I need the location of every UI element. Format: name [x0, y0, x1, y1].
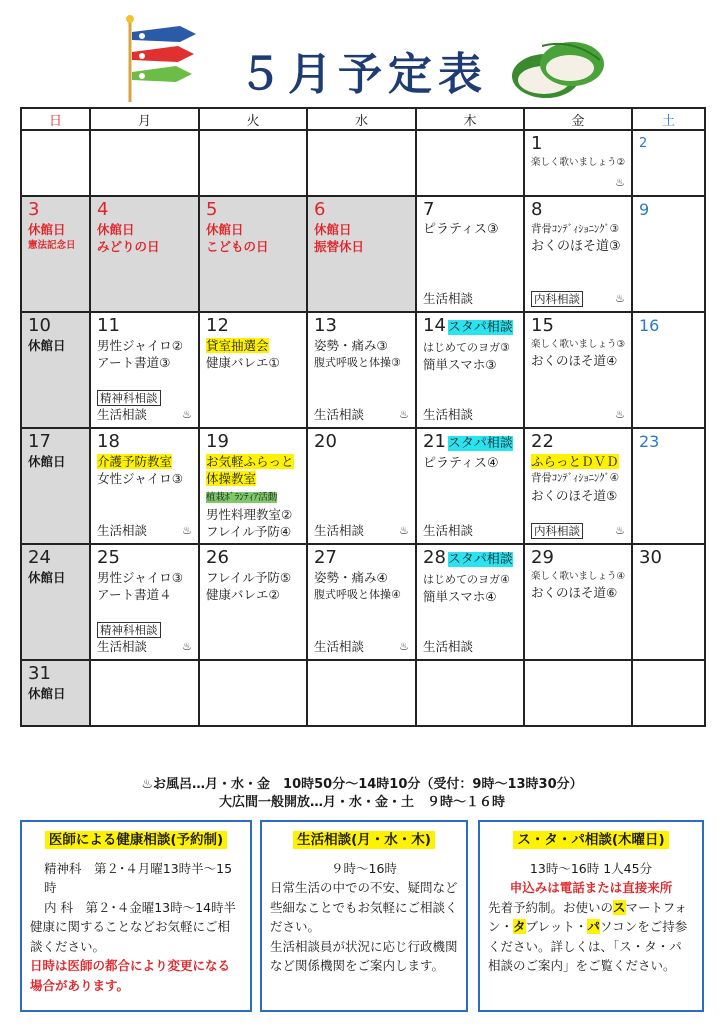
day-cell-6	[307, 196, 416, 312]
empty-cell	[199, 130, 307, 196]
week-row	[21, 544, 705, 660]
weekday-thu: 木	[416, 108, 524, 130]
week-row	[21, 312, 705, 428]
day-cell-2	[632, 130, 705, 196]
life-consult-label: 生活相談	[423, 407, 474, 422]
event: 休館日	[206, 222, 244, 237]
day-number: 6	[314, 199, 326, 220]
event: 健康バレエ②	[206, 587, 280, 602]
empty-cell	[21, 130, 90, 196]
header	[0, 0, 724, 110]
consult-block	[97, 621, 161, 655]
day-number: 27	[314, 547, 337, 568]
day-number: 30	[639, 547, 662, 568]
day-cell-16	[632, 312, 705, 428]
day-number: 9	[639, 200, 650, 219]
day-cell-21	[416, 428, 524, 544]
weekday-wed: 水	[307, 108, 416, 130]
event: 姿勢・痛み③	[314, 338, 388, 353]
day-cell-8	[524, 196, 632, 312]
day-cell-27	[307, 544, 416, 660]
day-number: 17	[28, 431, 51, 452]
day-number: 2	[639, 136, 648, 151]
event: 簡単スマホ④	[423, 589, 497, 604]
life-consult-label: 生活相談	[423, 639, 474, 654]
event: 楽しく歌いましょう②	[531, 157, 626, 168]
day-cell-25	[90, 544, 199, 660]
event: 休館日	[28, 222, 66, 237]
day-cell-22	[524, 428, 632, 544]
event: 男性ジャイロ③	[97, 570, 183, 585]
koinobori-icon	[122, 14, 202, 104]
bath-hours: ♨お風呂…月・水・金 10時50分～14時10分（受付：9時～13時30分）	[141, 777, 583, 792]
week-row	[21, 428, 705, 544]
event: みどりの日	[97, 239, 160, 254]
day-number: 11	[97, 315, 120, 336]
event: 休館日	[28, 338, 66, 353]
psych-consult-label: 精神科相談	[97, 390, 161, 406]
day-cell-9	[632, 196, 705, 312]
day-cell-14	[416, 312, 524, 428]
event: 介護予防教室	[97, 454, 173, 469]
day-number: 7	[423, 199, 435, 220]
weekday-tue: 火	[199, 108, 307, 130]
day-cell-20	[307, 428, 416, 544]
day-cell-5	[199, 196, 307, 312]
box-text: 健康に関することなどお気軽にご相談ください。	[30, 919, 231, 954]
weekday-sat: 土	[632, 108, 705, 130]
psych-consult-label: 精神科相談	[97, 622, 161, 638]
event: アート書道４	[97, 587, 172, 602]
day-number: 5	[206, 199, 218, 220]
day-cell-30	[632, 544, 705, 660]
day-number: 31	[28, 663, 51, 684]
empty-cell	[307, 130, 416, 196]
event: 振替休日	[314, 239, 365, 254]
bath-icon: ♨	[182, 640, 192, 653]
life-consult-label: 生活相談	[314, 407, 365, 422]
bath-icon: ♨	[615, 292, 625, 305]
weekday-mon: 月	[90, 108, 199, 130]
event: 楽しく歌いましょう③	[531, 339, 626, 350]
box-hours: ９時～16時	[331, 860, 397, 876]
day-number: 1	[531, 133, 543, 154]
day-number: 24	[28, 547, 51, 568]
internal-consult-label: 内科相談	[531, 522, 583, 539]
bath-icon: ♨	[615, 408, 625, 421]
bath-icon: ♨	[399, 408, 409, 421]
empty-cell	[416, 660, 524, 726]
day-number: 29	[531, 547, 554, 568]
box-apply: 申込みは電話または直接来所	[509, 880, 673, 895]
day-cell-15	[524, 312, 632, 428]
day-number: 20	[314, 431, 337, 452]
life-consult-label: 生活相談	[423, 523, 474, 538]
day-cell-17	[21, 428, 90, 544]
life-consult-label: 生活相談	[97, 639, 148, 654]
event: 健康バレエ①	[206, 355, 280, 370]
day-number: 19	[206, 431, 229, 452]
stapa-tag: スタパ相談	[447, 436, 513, 451]
day-number: 15	[531, 315, 554, 336]
day-number: 25	[97, 547, 120, 568]
consult-block	[97, 389, 161, 423]
life-consult-label: 生活相談	[314, 639, 365, 654]
day-cell-28	[416, 544, 524, 660]
event: 休館日	[97, 222, 135, 237]
facility-hours	[0, 776, 724, 812]
day-number: 13	[314, 315, 337, 336]
event: 貸室抽選会	[206, 338, 269, 353]
day-cell-19	[199, 428, 307, 544]
stapa-consult-box	[478, 820, 704, 1012]
week-row	[21, 196, 705, 312]
stapa-tag: スタパ相談	[447, 320, 513, 335]
event: はじめてのヨガ③	[423, 341, 510, 354]
day-number: 4	[97, 199, 109, 220]
event: おくのほそ道⑥	[531, 585, 618, 600]
empty-cell	[199, 660, 307, 726]
day-cell-23	[632, 428, 705, 544]
empty-cell	[416, 130, 524, 196]
day-cell-18	[90, 428, 199, 544]
event: 姿勢・痛み④	[314, 570, 388, 585]
event: おくのほそ道④	[531, 353, 618, 368]
empty-cell	[90, 660, 199, 726]
bath-icon: ♨	[399, 524, 409, 537]
day-cell-3	[21, 196, 90, 312]
event: 男性ジャイロ②	[97, 338, 183, 353]
event: 腹式呼吸と体操④	[314, 588, 401, 601]
event: 体操教室	[206, 471, 257, 486]
weekday-header-row	[21, 108, 705, 130]
day-cell-29	[524, 544, 632, 660]
day-number: 10	[28, 315, 51, 336]
internal-schedule: 内 科 第２･４金曜13時～14時半	[44, 899, 237, 915]
internal-consult-label: 内科相談	[531, 290, 583, 307]
weekday-fri: 金	[524, 108, 632, 130]
day-cell-10	[21, 312, 90, 428]
day-cell-11	[90, 312, 199, 428]
day-number: 22	[531, 431, 554, 452]
day-number: 16	[639, 316, 660, 335]
event: 簡単スマホ③	[423, 357, 497, 372]
event: 植栽ﾎﾞﾗﾝﾃｨｱ活動	[206, 492, 278, 503]
event: ピラティス③	[423, 222, 499, 237]
event: アート書道③	[97, 355, 171, 370]
day-cell-4	[90, 196, 199, 312]
day-cell-12	[199, 312, 307, 428]
event: 休館日	[28, 686, 66, 701]
life-consult-label: 生活相談	[97, 407, 148, 422]
event: 憲法記念日	[28, 240, 76, 251]
day-number: 18	[97, 431, 120, 452]
day-number: 12	[206, 315, 229, 336]
event: はじめてのヨガ④	[423, 573, 510, 586]
page-title: ５月予定表	[238, 49, 488, 100]
day-cell-1	[524, 130, 632, 196]
event: 休館日	[28, 570, 66, 585]
event: 休館日	[314, 222, 352, 237]
event: 女性ジャイロ③	[97, 471, 183, 486]
box-text: 日常生活の中での不安、疑問など些細なことでもお気軽にご相談ください。	[270, 880, 458, 934]
event: おくのほそ道③	[531, 239, 621, 254]
hall-hours: 大広間一般開放…月・水・金・土 ９時～１６時	[218, 795, 505, 810]
day-cell-24	[21, 544, 90, 660]
event: フレイル予防④	[206, 524, 292, 539]
box-text: 生活相談員が状況に応じ行政機関など関係機関をご案内します。	[270, 938, 458, 973]
event: おくのほそ道⑤	[531, 488, 618, 503]
day-number: 3	[28, 199, 40, 220]
psych-schedule: 精神科 第２･４月曜13時半～15時	[44, 860, 233, 895]
bath-icon: ♨	[615, 176, 625, 189]
event: フレイル予防⑤	[206, 570, 292, 585]
box-hours: 13時～16時 1人45分	[529, 860, 653, 876]
weekday-sun: 日	[21, 108, 90, 130]
day-number: 23	[639, 432, 660, 451]
stapa-tag: スタパ相談	[447, 552, 513, 567]
doctor-consult-box	[20, 820, 252, 1012]
kashiwa-mochi-icon	[508, 36, 608, 102]
box-warning: 日時は医師の都合により変更になる場合があります。	[30, 958, 231, 993]
event: 男性料理教室②	[206, 507, 293, 522]
event: お気軽ふらっと	[206, 454, 294, 469]
event: 背骨ｺﾝﾃﾞｨｼｮﾆﾝｸﾞ③	[531, 223, 620, 235]
life-consult-label: 生活相談	[314, 523, 365, 538]
calendar-table	[20, 107, 706, 727]
empty-cell	[307, 660, 416, 726]
life-consult-label: 生活相談	[423, 291, 474, 306]
bath-icon: ♨	[182, 524, 192, 537]
event: ピラティス④	[423, 456, 499, 471]
day-number: 28 スタパ相談	[423, 547, 513, 568]
box-text: 先着予約制。お使いのスマートフォン・タブレット・パソコンをご持参ください。詳しくは、「ス・タ・パ相談のご案内」をご覧ください。	[488, 899, 688, 973]
day-cell-13	[307, 312, 416, 428]
event: ふらっとＤＶＤ	[531, 454, 619, 469]
day-cell-26	[199, 544, 307, 660]
life-consult-label: 生活相談	[97, 523, 148, 538]
box-title: 医師による健康相談(予約制)	[30, 830, 242, 851]
day-number: 26	[206, 547, 229, 568]
week-row	[21, 130, 705, 196]
day-number: 21 スタパ相談	[423, 431, 513, 452]
bath-icon: ♨	[399, 640, 409, 653]
empty-cell	[632, 660, 705, 726]
box-title: 生活相談(月・水・木)	[270, 830, 458, 851]
day-number: 14 スタパ相談	[423, 315, 513, 336]
day-cell-7	[416, 196, 524, 312]
event: 楽しく歌いましょう④	[531, 571, 626, 582]
day-cell-31	[21, 660, 90, 726]
life-consult-box	[260, 820, 468, 1012]
event: こどもの日	[206, 239, 269, 254]
box-title: ス・タ・パ相談(木曜日)	[488, 830, 694, 851]
week-row	[21, 660, 705, 726]
empty-cell	[524, 660, 632, 726]
empty-cell	[90, 130, 199, 196]
event: 腹式呼吸と体操③	[314, 356, 401, 369]
event: 休館日	[28, 454, 66, 469]
day-number: 8	[531, 199, 543, 220]
bath-icon: ♨	[615, 524, 625, 537]
bath-icon: ♨	[182, 408, 192, 421]
event: 背骨ｺﾝﾃﾞｨｼｮﾆﾝｸﾞ④	[531, 472, 620, 484]
